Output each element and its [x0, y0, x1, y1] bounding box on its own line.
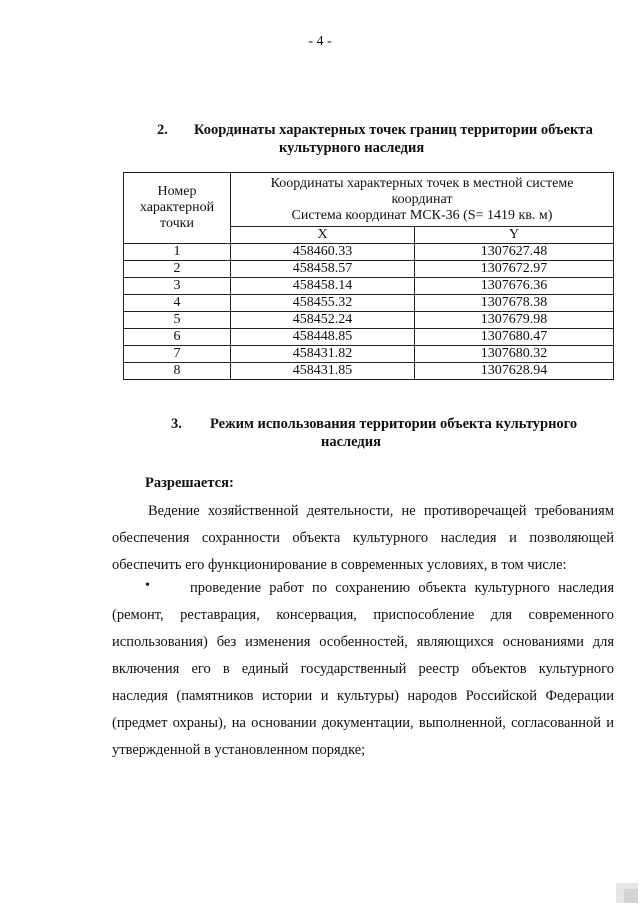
section-2-title-line1: Координаты характерных точек границ территории объекта: [194, 122, 593, 138]
point-number: 5: [124, 312, 231, 329]
coordinates-table: [123, 172, 614, 380]
coord-y: 1307627.48: [415, 244, 614, 261]
point-number: 8: [124, 363, 231, 380]
header-y: Y: [415, 227, 614, 244]
point-number: 3: [124, 278, 231, 295]
table-row: [124, 346, 614, 363]
paragraph-activity: Ведение хозяйственной деятельности, не противоречащей требованиям обеспечения сохранности объекта культурного наследия и позволяющей обеспечить его функционирование в современных условиях, в том числе:: [112, 503, 614, 573]
coord-y: 1307676.36: [415, 278, 614, 295]
coord-x: 458431.85: [231, 363, 415, 380]
point-number: 2: [124, 261, 231, 278]
section-3-title-line2: наследия: [321, 434, 381, 450]
coord-x: 458452.24: [231, 312, 415, 329]
coord-y: 1307679.98: [415, 312, 614, 329]
point-number: 1: [124, 244, 231, 261]
scan-artifact-icon: [610, 875, 640, 905]
table-row: [124, 329, 614, 346]
table-row: [124, 261, 614, 278]
header-point-number: Номер характерной точки: [124, 173, 231, 244]
table-row: [124, 244, 614, 261]
coord-x: 458458.57: [231, 261, 415, 278]
coord-x: 458458.14: [231, 278, 415, 295]
table-row: [124, 278, 614, 295]
coord-x: 458455.32: [231, 295, 415, 312]
section-2-number: 2.: [157, 122, 168, 138]
coord-y: 1307680.32: [415, 346, 614, 363]
coord-y: 1307672.97: [415, 261, 614, 278]
coord-x: 458448.85: [231, 329, 415, 346]
header-coordinate-system: Координаты характерных точек в местной системе координат Система координат МСК-36 (S= 1419 кв. м): [231, 173, 614, 227]
point-number: 7: [124, 346, 231, 363]
bullet-icon: •: [145, 578, 150, 593]
table-row: [124, 312, 614, 329]
section-2-title-line2: культурного наследия: [279, 140, 425, 156]
table-row: [124, 363, 614, 380]
table-row: [124, 295, 614, 312]
page-number: - 4 -: [308, 34, 332, 49]
coord-x: 458460.33: [231, 244, 415, 261]
coord-y: 1307678.38: [415, 295, 614, 312]
point-number: 4: [124, 295, 231, 312]
coord-x: 458431.82: [231, 346, 415, 363]
bullet-item-preservation: проведение работ по сохранению объекта культурного наследия (ремонт, реставрация, консервация, приспособление для современного использования) без изменения особенностей, являющихся основаниями для включения его в единый государственный реестр объектов культурного наследия (памятников истории и культуры) народов Российской Федерации (предмет охраны), на основании документации, выполненной, согласованной и утвержденной в установленном порядке;: [112, 580, 614, 758]
section-3-number: 3.: [171, 416, 182, 432]
allowed-heading: Разрешается:: [145, 475, 234, 491]
coord-y: 1307628.94: [415, 363, 614, 380]
header-x: X: [231, 227, 415, 244]
section-3-title-line1: Режим использования территории объекта культурного: [210, 416, 578, 432]
coord-y: 1307680.47: [415, 329, 614, 346]
point-number: 6: [124, 329, 231, 346]
